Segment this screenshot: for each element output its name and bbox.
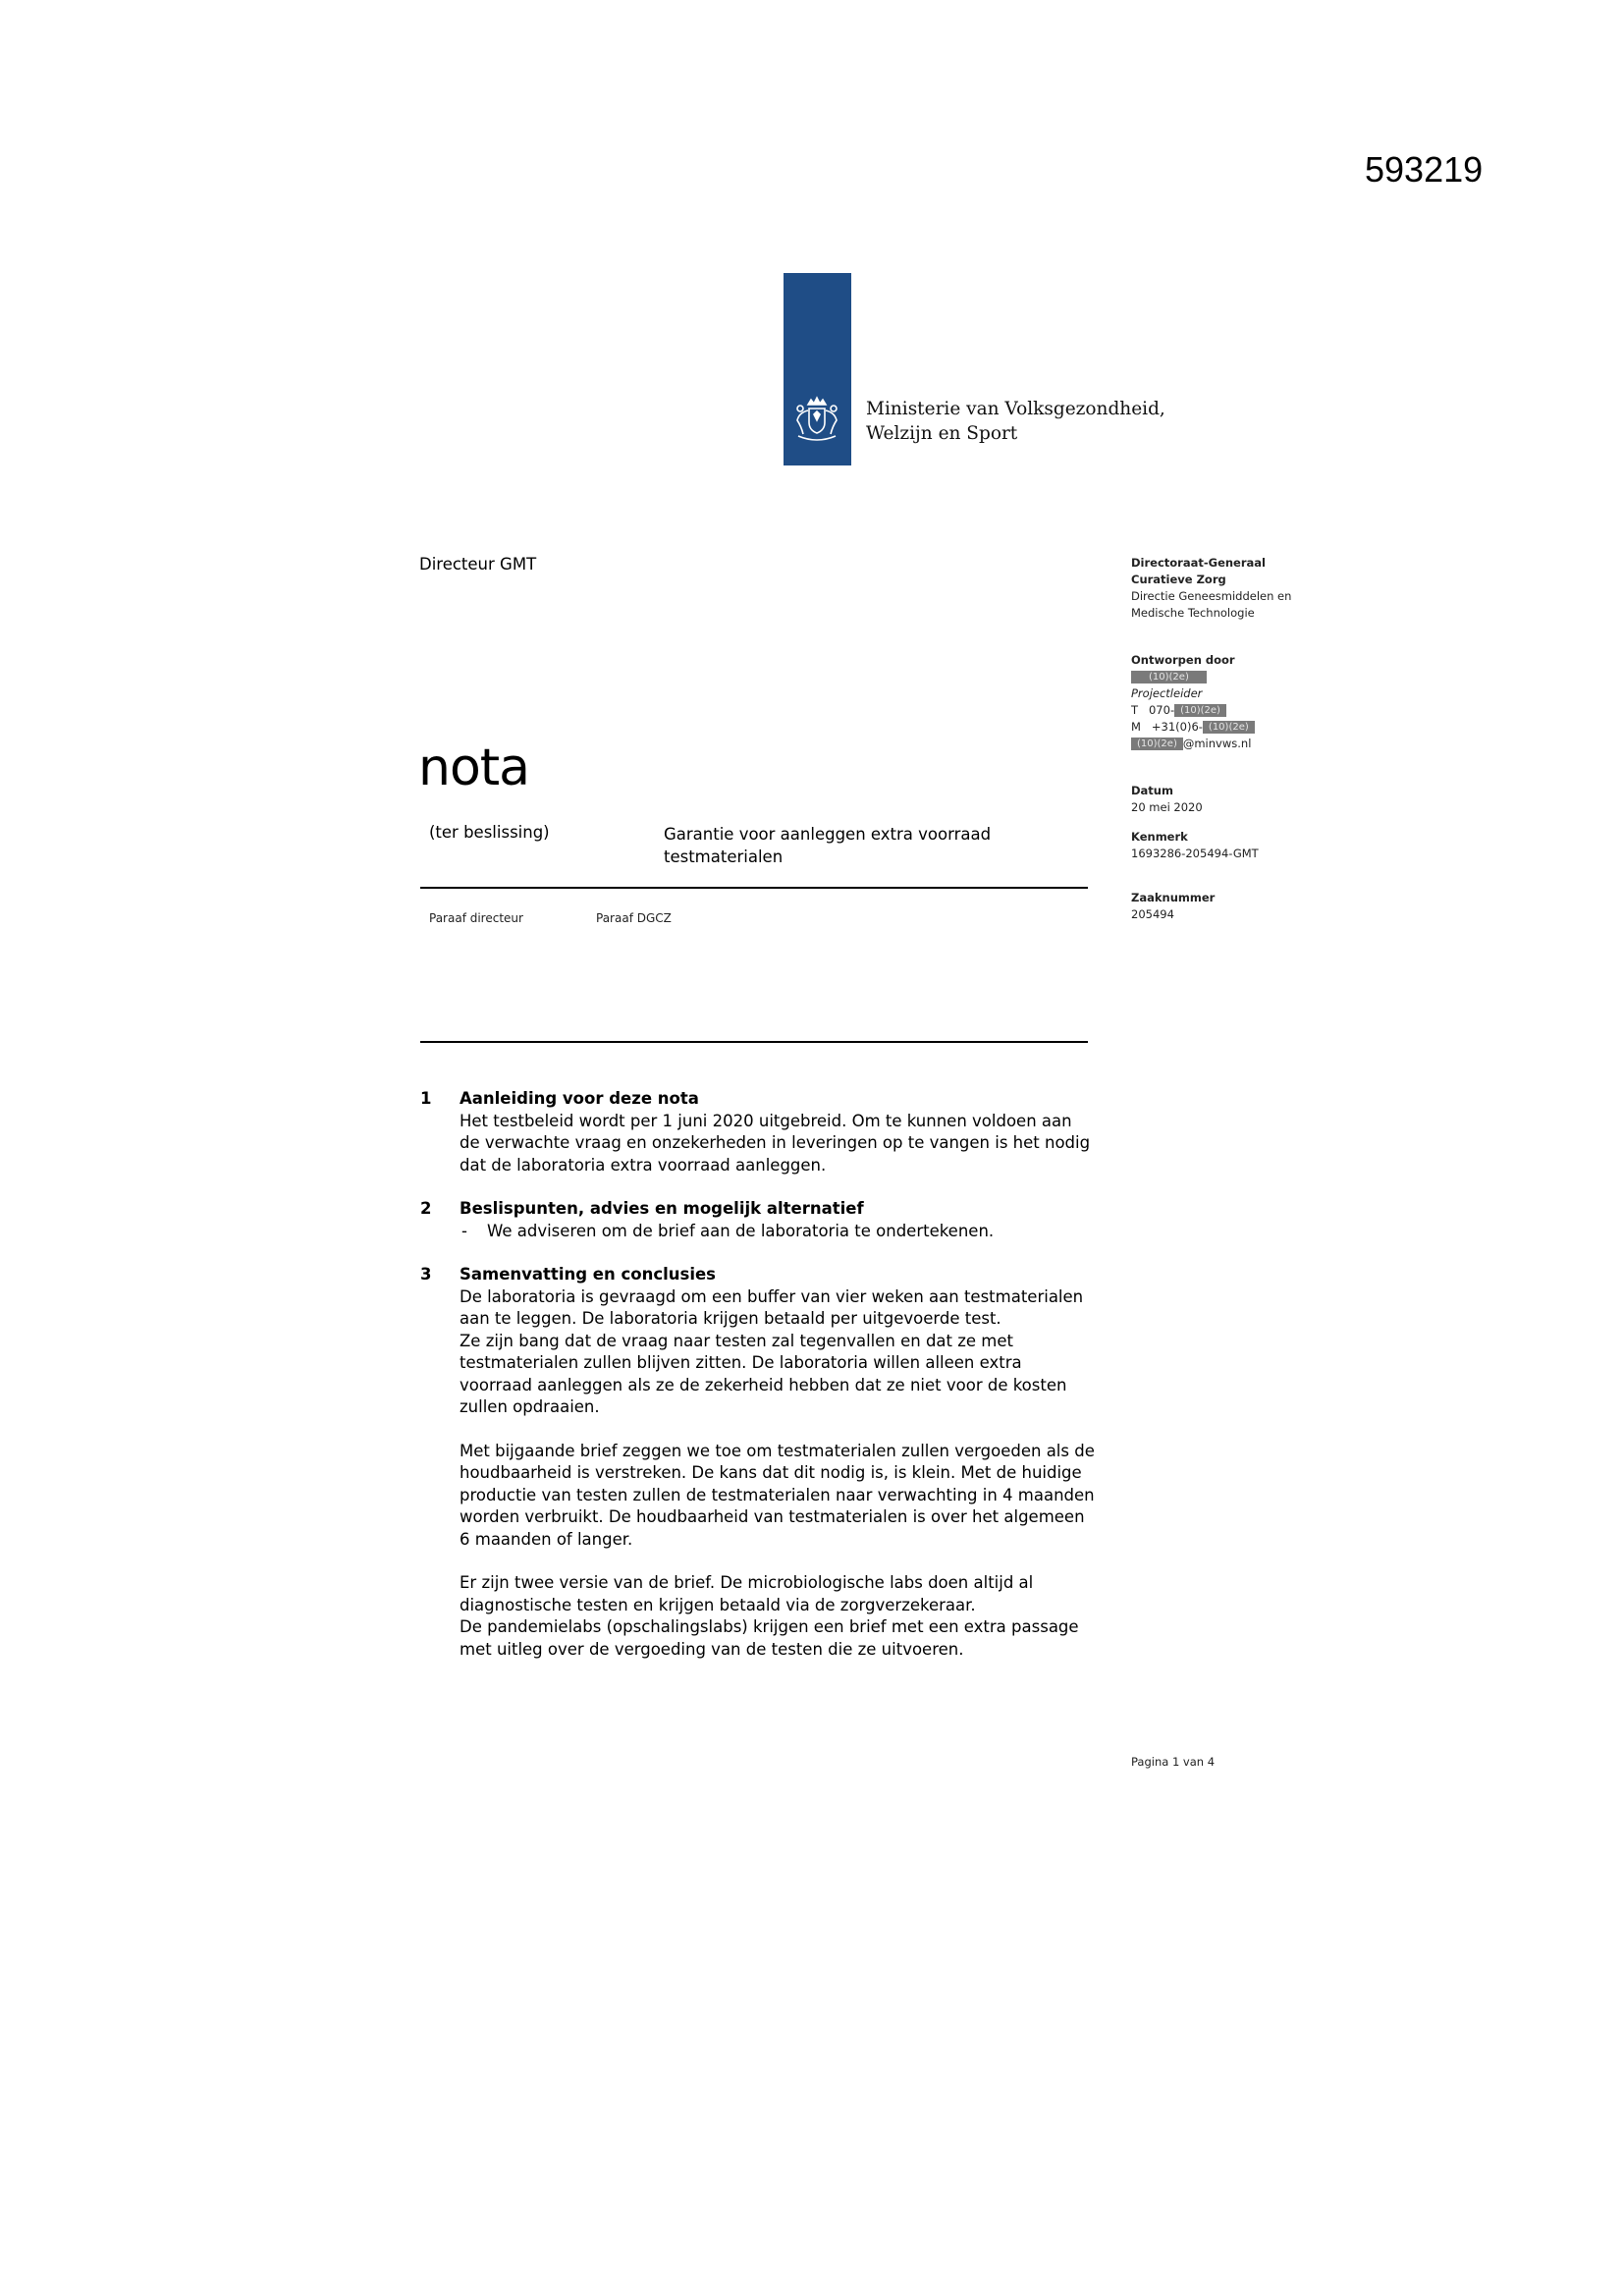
dg-line-1: Directoraat-Generaal <box>1131 556 1266 570</box>
divider-bottom <box>420 1041 1088 1043</box>
datum-label: Datum <box>1131 784 1173 797</box>
redaction-block: (10)(2e) <box>1174 704 1226 717</box>
status-label: (ter beslissing) <box>429 823 550 842</box>
kenmerk-label: Kenmerk <box>1131 830 1188 844</box>
subject-line-1: Garantie voor aanleggen extra voorraad <box>664 825 992 844</box>
document-title: nota <box>418 738 530 797</box>
datum-value: 20 mei 2020 <box>1131 800 1203 814</box>
text-line: De laboratoria is gevraagd om een buffer van vier weken aan testmaterialen <box>460 1286 1084 1306</box>
text-line: Met bijgaande brief zeggen we toe om testmaterialen zullen vergoeden als de <box>460 1441 1095 1460</box>
role-label: Projectleider <box>1131 686 1203 700</box>
redaction-block: (10)(2e) <box>1203 721 1255 734</box>
redaction-block: (10)(2e) <box>1131 738 1183 750</box>
text-line: aan te leggen. De laboratoria krijgen betaald per uitgevoerde test. <box>460 1309 1001 1328</box>
text-line: Er zijn twee versie van de brief. De microbiologische labs doen altijd al <box>460 1573 1034 1592</box>
ministry-line-1: Ministerie van Volksgezondheid, <box>866 399 1165 419</box>
text-line: houdbaarheid is verstreken. De kans dat dit nodig is, is klein. Met de huidige <box>460 1463 1082 1482</box>
text-line: testmaterialen zullen blijven zitten. De laboratoria willen alleen extra <box>460 1353 1022 1372</box>
text-line: zullen opdraaien. <box>460 1397 600 1416</box>
page-number: Pagina 1 van 4 <box>1131 1755 1216 1769</box>
section-number: 2 <box>420 1199 432 1218</box>
ministry-line-2: Welzijn en Sport <box>866 423 1018 444</box>
sidebar-directorate <box>1131 555 1291 622</box>
dir-line-2: Medische Technologie <box>1131 606 1255 620</box>
text-line: voorraad aanleggen als ze de zekerheid hebben dat ze niet voor de kosten <box>460 1375 1067 1394</box>
text-line: Ze zijn bang dat de vraag naar testen zal tegenvallen en dat ze met <box>460 1331 1014 1350</box>
sidebar-zaaknummer <box>1131 890 1215 923</box>
section-title: Samenvatting en conclusies <box>460 1265 716 1284</box>
divider-top <box>420 887 1088 889</box>
text-line: productie van testen zullen de testmaterialen naar verwachting in 4 maanden <box>460 1485 1095 1504</box>
section-3 <box>420 1264 1108 1682</box>
section-2 <box>420 1198 1108 1242</box>
text-line: diagnostische testen en krijgen betaald via de zorgverzekeraar. <box>460 1595 976 1614</box>
ontworpen-label: Ontworpen door <box>1131 653 1235 667</box>
zaaknummer-value: 205494 <box>1131 907 1174 921</box>
list-item <box>460 1221 1108 1243</box>
kenmerk-value: 1693286-205494-GMT <box>1131 847 1259 860</box>
paragraph <box>460 1572 1108 1661</box>
rijksoverheid-logo-bar <box>784 273 851 465</box>
bullet-dash: - <box>461 1221 467 1240</box>
tel-prefix: T 070- <box>1131 703 1175 717</box>
dir-line-1: Directie Geneesmiddelen en <box>1131 589 1292 603</box>
document-body <box>420 1088 1108 1704</box>
coat-of-arms-icon <box>788 391 845 448</box>
text-line: de verwachte vraag en onzekerheden in leveringen op te vangen is het nodig <box>460 1133 1091 1152</box>
section-number: 1 <box>420 1089 432 1108</box>
sidebar-datum <box>1131 783 1203 816</box>
sidebar-contact <box>1131 652 1255 752</box>
bullet-text: We adviseren om de brief aan de laboratoria te ondertekenen. <box>487 1221 995 1240</box>
ministry-name <box>866 397 1165 446</box>
paragraph <box>460 1441 1108 1552</box>
dg-line-2: Curatieve Zorg <box>1131 573 1226 586</box>
subject-line-2: testmaterialen <box>664 847 784 866</box>
text-line: dat de laboratoria extra voorraad aanleggen. <box>460 1155 827 1175</box>
sidebar-kenmerk <box>1131 829 1259 862</box>
text-line: Het testbeleid wordt per 1 juni 2020 uitgebreid. Om te kunnen voldoen aan <box>460 1111 1072 1130</box>
subject <box>664 823 1056 868</box>
email-suffix: @minvws.nl <box>1182 737 1252 750</box>
section-title: Beslispunten, advies en mogelijk alternatief <box>460 1199 864 1218</box>
document-number: 593219 <box>1365 149 1484 190</box>
section-title: Aanleiding voor deze nota <box>460 1089 699 1108</box>
text-line: De pandemielabs (opschalingslabs) krijgen een brief met een extra passage <box>460 1617 1079 1636</box>
redaction-block: (10)(2e) <box>1131 671 1207 683</box>
zaaknummer-label: Zaaknummer <box>1131 891 1216 904</box>
section-number: 3 <box>420 1265 432 1284</box>
text-line: worden verbruikt. De houdbaarheid van testmaterialen is over het algemeen <box>460 1507 1085 1526</box>
addressee: Directeur GMT <box>419 555 537 574</box>
text-line: 6 maanden of langer. <box>460 1529 633 1549</box>
mobile-prefix: M +31(0)6- <box>1131 720 1203 734</box>
section-1 <box>420 1088 1108 1176</box>
paraaf-dgcz: Paraaf DGCZ <box>596 911 672 925</box>
paragraph <box>460 1286 1108 1419</box>
text-line: met uitleg over de vergoeding van de testen die ze uitvoeren. <box>460 1639 964 1659</box>
paraaf-directeur: Paraaf directeur <box>429 911 523 925</box>
